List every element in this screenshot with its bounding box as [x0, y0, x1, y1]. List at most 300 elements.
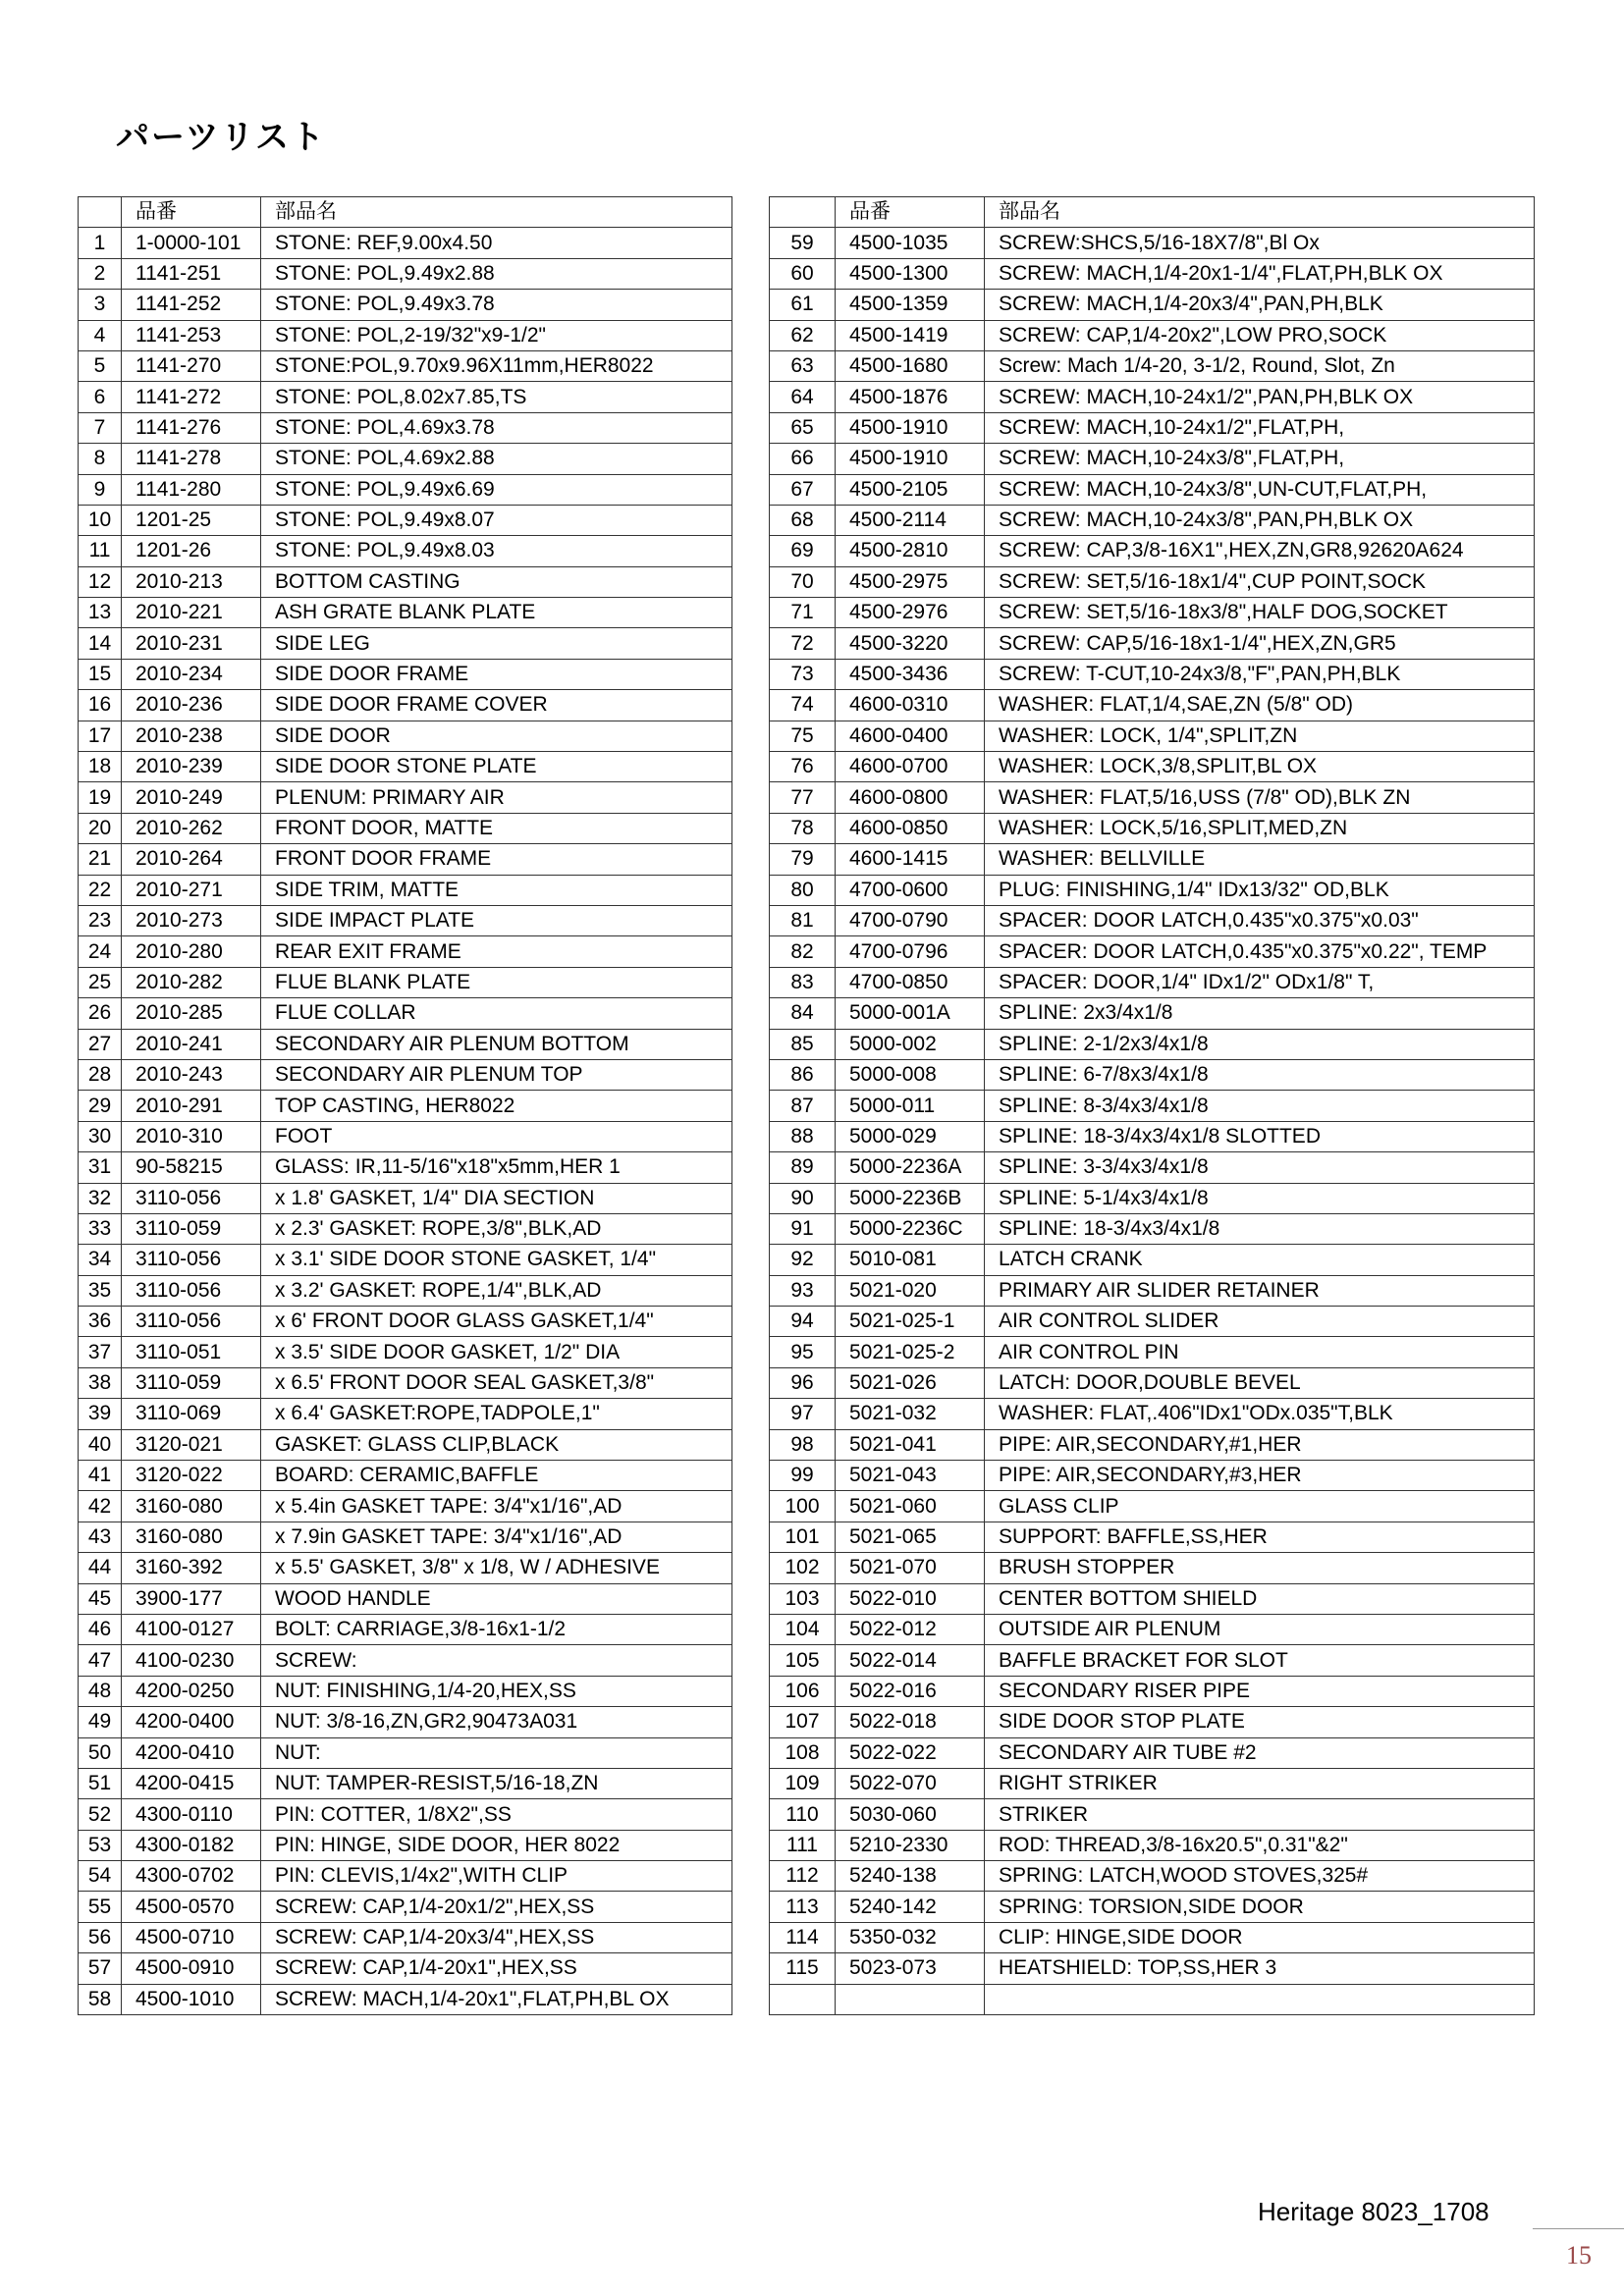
table-row: [79, 1645, 732, 1676]
part-number: 4500-3220: [836, 628, 985, 659]
row-number: 65: [770, 412, 836, 443]
part-name: GLASS: IR,11-5/16"x18"x5mm,HER 1: [261, 1152, 732, 1183]
row-number: 41: [79, 1461, 122, 1491]
part-name: x 5.5' GASKET, 3/8" x 1/8, W / ADHESIVE: [261, 1553, 732, 1583]
row-number: 51: [79, 1768, 122, 1798]
row-number: 106: [770, 1676, 836, 1706]
table-row: [79, 1091, 732, 1121]
row-number: 71: [770, 598, 836, 628]
row-number: 94: [770, 1307, 836, 1337]
part-number: 4200-0400: [122, 1707, 261, 1737]
part-number: 5000-2236C: [836, 1213, 985, 1244]
row-number: 52: [79, 1799, 122, 1830]
table-row: [770, 1892, 1535, 1922]
row-number: 44: [79, 1553, 122, 1583]
row-number: 56: [79, 1922, 122, 1952]
table-row: [79, 1429, 732, 1460]
part-number: 4500-0710: [122, 1922, 261, 1952]
part-number: 5000-011: [836, 1091, 985, 1121]
part-number: 4600-0800: [836, 782, 985, 813]
table-row: [79, 1491, 732, 1522]
row-number: 72: [770, 628, 836, 659]
row-number: 57: [79, 1953, 122, 1984]
table-row: [770, 721, 1535, 751]
part-number: 2010-243: [122, 1059, 261, 1090]
table-row: [770, 1583, 1535, 1614]
part-name: x 7.9in GASKET TAPE: 3/4"x1/16",AD: [261, 1522, 732, 1552]
part-name: STONE: POL,9.49x2.88: [261, 258, 732, 289]
part-name: SCREW: CAP,3/8-16X1",HEX,ZN,GR8,92620A624: [985, 536, 1535, 566]
row-number: 22: [79, 875, 122, 905]
part-name: STONE: POL,2-19/32"x9-1/2": [261, 320, 732, 350]
table-row: [770, 659, 1535, 689]
part-name: x 6' FRONT DOOR GLASS GASKET,1/4": [261, 1307, 732, 1337]
part-number: 4500-1035: [836, 228, 985, 258]
table-row: [770, 1275, 1535, 1306]
part-name: SCREW: MACH,10-24x3/8",PAN,PH,BLK OX: [985, 505, 1535, 535]
row-number: 46: [79, 1614, 122, 1644]
part-name: SCREW: CAP,1/4-20x3/4",HEX,SS: [261, 1922, 732, 1952]
row-number: 43: [79, 1522, 122, 1552]
part-name: SCREW: CAP,1/4-20x2",LOW PRO,SOCK: [985, 320, 1535, 350]
table-row: [770, 1953, 1535, 1984]
part-number: 4500-1359: [836, 290, 985, 320]
part-name: NUT: FINISHING,1/4-20,HEX,SS: [261, 1676, 732, 1706]
table-row: [770, 690, 1535, 721]
part-number: 4500-2114: [836, 505, 985, 535]
table-row: [79, 1553, 732, 1583]
row-number: 104: [770, 1614, 836, 1644]
table-row: [79, 1830, 732, 1860]
part-name: x 3.1' SIDE DOOR STONE GASKET, 1/4": [261, 1245, 732, 1275]
page-number: 15: [1566, 2241, 1592, 2269]
table-row: [79, 1922, 732, 1952]
part-number: 4500-2976: [836, 598, 985, 628]
header-number: [79, 197, 122, 228]
part-number: 5021-041: [836, 1429, 985, 1460]
row-number: 39: [79, 1399, 122, 1429]
part-name: STONE: POL,8.02x7.85,TS: [261, 382, 732, 412]
part-name: SPLINE: 2x3/4x1/8: [985, 998, 1535, 1029]
table-row: [770, 1676, 1535, 1706]
part-number: 5021-043: [836, 1461, 985, 1491]
row-number: 37: [79, 1337, 122, 1367]
part-name: AIR CONTROL PIN: [985, 1337, 1535, 1367]
part-name: SIDE TRIM, MATTE: [261, 875, 732, 905]
part-number: 2010-234: [122, 659, 261, 689]
part-number: 5030-060: [836, 1799, 985, 1830]
table-row: [79, 444, 732, 474]
part-name: WASHER: LOCK,5/16,SPLIT,MED,ZN: [985, 813, 1535, 843]
part-number: 1141-252: [122, 290, 261, 320]
part-number: 2010-249: [122, 782, 261, 813]
part-number: 3110-059: [122, 1213, 261, 1244]
part-name: WASHER: FLAT,1/4,SAE,ZN (5/8" OD): [985, 690, 1535, 721]
part-number: 3110-056: [122, 1245, 261, 1275]
part-number: 2010-282: [122, 967, 261, 997]
part-number: 1141-278: [122, 444, 261, 474]
row-number: 27: [79, 1029, 122, 1059]
table-row: [79, 1059, 732, 1090]
part-name: SCREW: MACH,10-24x1/2",PAN,PH,BLK OX: [985, 382, 1535, 412]
part-name: SCREW: SET,5/16-18x1/4",CUP POINT,SOCK: [985, 566, 1535, 597]
row-number: 12: [79, 566, 122, 597]
part-number: 4500-0570: [122, 1892, 261, 1922]
part-name: STRIKER: [985, 1799, 1535, 1830]
part-number: 2010-262: [122, 813, 261, 843]
part-name: NUT:: [261, 1737, 732, 1768]
part-name: SCREW: CAP,1/4-20x1/2",HEX,SS: [261, 1892, 732, 1922]
part-number: 3110-069: [122, 1399, 261, 1429]
part-name: x 5.4in GASKET TAPE: 3/4"x1/16",AD: [261, 1491, 732, 1522]
row-number: 86: [770, 1059, 836, 1090]
part-name: SCREW: MACH,10-24x3/8",UN-CUT,FLAT,PH,: [985, 474, 1535, 505]
row-number: 83: [770, 967, 836, 997]
part-name: PRIMARY AIR SLIDER RETAINER: [985, 1275, 1535, 1306]
part-number: 3110-056: [122, 1307, 261, 1337]
table-row: [770, 1614, 1535, 1644]
table-row: [770, 1768, 1535, 1798]
part-name: STONE: REF,9.00x4.50: [261, 228, 732, 258]
row-number: 93: [770, 1275, 836, 1306]
part-number: 5021-032: [836, 1399, 985, 1429]
row-number: 58: [79, 1984, 122, 2014]
row-number: 47: [79, 1645, 122, 1676]
table-row: [79, 1768, 732, 1798]
part-name: LATCH CRANK: [985, 1245, 1535, 1275]
header-part-name: 部品名: [261, 197, 732, 228]
part-number: 4700-0790: [836, 905, 985, 935]
row-number: 69: [770, 536, 836, 566]
part-name: SCREW: MACH,10-24x1/2",FLAT,PH,: [985, 412, 1535, 443]
row-number: 49: [79, 1707, 122, 1737]
row-number: 1: [79, 228, 122, 258]
part-number: 4200-0410: [122, 1737, 261, 1768]
table-row: [770, 1861, 1535, 1892]
table-row: [770, 905, 1535, 935]
table-row: [79, 1245, 732, 1275]
row-number: 18: [79, 752, 122, 782]
part-name: BRUSH STOPPER: [985, 1553, 1535, 1583]
part-number: 5022-018: [836, 1707, 985, 1737]
row-number: 81: [770, 905, 836, 935]
part-number: 5021-026: [836, 1367, 985, 1398]
table-row: [770, 350, 1535, 381]
table-row: [770, 320, 1535, 350]
table-row: [79, 1737, 732, 1768]
part-number: 2010-264: [122, 844, 261, 875]
table-row: [79, 1275, 732, 1306]
row-number: 100: [770, 1491, 836, 1522]
table-row: [79, 1399, 732, 1429]
table-row: [79, 1183, 732, 1213]
table-row: [79, 412, 732, 443]
part-number: 5021-025-2: [836, 1337, 985, 1367]
row-number: 110: [770, 1799, 836, 1830]
row-number: 70: [770, 566, 836, 597]
row-number: 26: [79, 998, 122, 1029]
table-row: [79, 875, 732, 905]
part-name: FRONT DOOR FRAME: [261, 844, 732, 875]
table-row: [79, 659, 732, 689]
row-number: 97: [770, 1399, 836, 1429]
row-number: 82: [770, 936, 836, 967]
row-number: 10: [79, 505, 122, 535]
part-name: OUTSIDE AIR PLENUM: [985, 1614, 1535, 1644]
part-number: 4200-0250: [122, 1676, 261, 1706]
table-row: [79, 536, 732, 566]
table-row: [770, 1491, 1535, 1522]
table-row: [79, 290, 732, 320]
part-name: SPLINE: 8-3/4x3/4x1/8: [985, 1091, 1535, 1121]
table-row: [770, 228, 1535, 258]
part-name: LATCH: DOOR,DOUBLE BEVEL: [985, 1367, 1535, 1398]
row-number: 108: [770, 1737, 836, 1768]
part-name: GLASS CLIP: [985, 1491, 1535, 1522]
table-row: [770, 967, 1535, 997]
part-number: 2010-239: [122, 752, 261, 782]
row-number: 31: [79, 1152, 122, 1183]
part-number: 5021-060: [836, 1491, 985, 1522]
part-name: WASHER: FLAT,5/16,USS (7/8" OD),BLK ZN: [985, 782, 1535, 813]
part-number: 1-0000-101: [122, 228, 261, 258]
table-row: [770, 1337, 1535, 1367]
table-row: [79, 1984, 732, 2014]
row-number: 73: [770, 659, 836, 689]
table-row: [770, 813, 1535, 843]
row-number: 45: [79, 1583, 122, 1614]
table-row: [79, 782, 732, 813]
part-number: 4500-0910: [122, 1953, 261, 1984]
table-row: [770, 998, 1535, 1029]
row-number: 102: [770, 1553, 836, 1583]
row-number: 115: [770, 1953, 836, 1984]
table-row: [79, 690, 732, 721]
part-name: ROD: THREAD,3/8-16x20.5",0.31"&2": [985, 1830, 1535, 1860]
part-number: 5022-022: [836, 1737, 985, 1768]
row-number: 34: [79, 1245, 122, 1275]
table-row: [79, 628, 732, 659]
table-row: [79, 813, 732, 843]
row-number: 99: [770, 1461, 836, 1491]
part-number: 1141-251: [122, 258, 261, 289]
part-number: 4300-0702: [122, 1861, 261, 1892]
part-number: 3110-059: [122, 1367, 261, 1398]
table-row: [79, 905, 732, 935]
table-row: [770, 1183, 1535, 1213]
part-name: CENTER BOTTOM SHIELD: [985, 1583, 1535, 1614]
part-name: SCREW:SHCS,5/16-18X7/8",Bl Ox: [985, 228, 1535, 258]
table-row: [770, 1152, 1535, 1183]
row-number: 29: [79, 1091, 122, 1121]
table-header-row: [79, 197, 732, 228]
part-name: SUPPORT: BAFFLE,SS,HER: [985, 1522, 1535, 1552]
table-row: [79, 258, 732, 289]
part-name: Screw: Mach 1/4-20, 3-1/2, Round, Slot, Zn: [985, 350, 1535, 381]
row-number: 17: [79, 721, 122, 751]
row-number: 32: [79, 1183, 122, 1213]
part-name: STONE: POL,9.49x6.69: [261, 474, 732, 505]
part-number: 4600-0310: [836, 690, 985, 721]
part-name: SPLINE: 3-3/4x3/4x1/8: [985, 1152, 1535, 1183]
part-number: 2010-231: [122, 628, 261, 659]
part-name: SCREW: MACH,1/4-20x3/4",PAN,PH,BLK: [985, 290, 1535, 320]
table-row: [79, 505, 732, 535]
part-number: 2010-236: [122, 690, 261, 721]
part-name: FLUE BLANK PLATE: [261, 967, 732, 997]
part-number: 2010-213: [122, 566, 261, 597]
table-row: [770, 1707, 1535, 1737]
table-row: [79, 1367, 732, 1398]
part-name: FOOT: [261, 1121, 732, 1151]
row-number: 89: [770, 1152, 836, 1183]
part-number: 4600-0400: [836, 721, 985, 751]
row-number: 59: [770, 228, 836, 258]
part-name: STONE: POL,9.49x8.07: [261, 505, 732, 535]
table-row: [79, 1522, 732, 1552]
part-number: 2010-271: [122, 875, 261, 905]
table-row: [79, 752, 732, 782]
part-name: [985, 1984, 1535, 2014]
table-row: [770, 382, 1535, 412]
part-name: SCREW:: [261, 1645, 732, 1676]
table-row: [770, 290, 1535, 320]
part-name: RIGHT STRIKER: [985, 1768, 1535, 1798]
part-name: BAFFLE BRACKET FOR SLOT: [985, 1645, 1535, 1676]
part-name: ASH GRATE BLANK PLATE: [261, 598, 732, 628]
part-name: SECONDARY RISER PIPE: [985, 1676, 1535, 1706]
table-row: [79, 566, 732, 597]
part-number: 2010-291: [122, 1091, 261, 1121]
table-row: [79, 1892, 732, 1922]
footer-divider: [1533, 2228, 1624, 2229]
part-name: x 1.8' GASKET, 1/4" DIA SECTION: [261, 1183, 732, 1213]
row-number: 62: [770, 320, 836, 350]
part-name: x 3.5' SIDE DOOR GASKET, 1/2" DIA: [261, 1337, 732, 1367]
part-name: SPLINE: 5-1/4x3/4x1/8: [985, 1183, 1535, 1213]
part-name: PLUG: FINISHING,1/4" IDx13/32" OD,BLK: [985, 875, 1535, 905]
table-row: [79, 228, 732, 258]
row-number: 85: [770, 1029, 836, 1059]
part-name: SPLINE: 18-3/4x3/4x1/8 SLOTTED: [985, 1121, 1535, 1151]
header-number: [770, 197, 836, 228]
part-name: x 6.4' GASKET:ROPE,TADPOLE,1": [261, 1399, 732, 1429]
model-label: Heritage 8023_1708: [1258, 2197, 1489, 2226]
table-row: [770, 444, 1535, 474]
part-number: 5022-010: [836, 1583, 985, 1614]
part-name: BOTTOM CASTING: [261, 566, 732, 597]
row-number: 78: [770, 813, 836, 843]
part-number: 1201-26: [122, 536, 261, 566]
part-number: 3160-080: [122, 1491, 261, 1522]
part-name: SCREW: MACH,1/4-20x1-1/4",FLAT,PH,BLK OX: [985, 258, 1535, 289]
row-number: 5: [79, 350, 122, 381]
table-row: [79, 1676, 732, 1706]
row-number: 2: [79, 258, 122, 289]
row-number: 66: [770, 444, 836, 474]
row-number: 40: [79, 1429, 122, 1460]
table-row: [79, 1461, 732, 1491]
row-number: 60: [770, 258, 836, 289]
table-row: [770, 1922, 1535, 1952]
table-row: [770, 1367, 1535, 1398]
part-number: 3160-392: [122, 1553, 261, 1583]
header-part-name: 部品名: [985, 197, 1535, 228]
part-name: WASHER: LOCK,3/8,SPLIT,BL OX: [985, 752, 1535, 782]
table-row: [770, 875, 1535, 905]
row-number: 105: [770, 1645, 836, 1676]
part-number: 5000-001A: [836, 998, 985, 1029]
table-row: [770, 752, 1535, 782]
part-name: FLUE COLLAR: [261, 998, 732, 1029]
row-number: 23: [79, 905, 122, 935]
part-number: 4700-0600: [836, 875, 985, 905]
part-number: 5000-008: [836, 1059, 985, 1090]
part-number: 3160-080: [122, 1522, 261, 1552]
table-row: [79, 1152, 732, 1183]
parts-table-left: [78, 196, 732, 2015]
table-row: [770, 782, 1535, 813]
row-number: 28: [79, 1059, 122, 1090]
table-row: [79, 1799, 732, 1830]
table-row: [79, 936, 732, 967]
table-row: [79, 598, 732, 628]
part-number: 4500-2810: [836, 536, 985, 566]
table-row: [79, 350, 732, 381]
table-row: [79, 382, 732, 412]
part-name: WASHER: BELLVILLE: [985, 844, 1535, 875]
row-number: 9: [79, 474, 122, 505]
part-number: 5021-020: [836, 1275, 985, 1306]
row-number: 20: [79, 813, 122, 843]
part-number: 3110-056: [122, 1183, 261, 1213]
row-number: 80: [770, 875, 836, 905]
row-number: 15: [79, 659, 122, 689]
part-name: REAR EXIT FRAME: [261, 936, 732, 967]
part-name: AIR CONTROL SLIDER: [985, 1307, 1535, 1337]
table-row: [770, 412, 1535, 443]
part-name: SIDE DOOR STOP PLATE: [985, 1707, 1535, 1737]
part-number: 1141-280: [122, 474, 261, 505]
part-name: NUT: TAMPER-RESIST,5/16-18,ZN: [261, 1768, 732, 1798]
table-row: [770, 1213, 1535, 1244]
part-name: WOOD HANDLE: [261, 1583, 732, 1614]
row-number: 95: [770, 1337, 836, 1367]
row-number: 6: [79, 382, 122, 412]
row-number: 4: [79, 320, 122, 350]
part-name: WASHER: LOCK, 1/4",SPLIT,ZN: [985, 721, 1535, 751]
row-number: 98: [770, 1429, 836, 1460]
part-name: HEATSHIELD: TOP,SS,HER 3: [985, 1953, 1535, 1984]
table-row: [770, 1245, 1535, 1275]
part-name: SPLINE: 6-7/8x3/4x1/8: [985, 1059, 1535, 1090]
row-number: 16: [79, 690, 122, 721]
row-number: 48: [79, 1676, 122, 1706]
row-number: 64: [770, 382, 836, 412]
part-name: SPLINE: 18-3/4x3/4x1/8: [985, 1213, 1535, 1244]
row-number: 79: [770, 844, 836, 875]
part-number: 3900-177: [122, 1583, 261, 1614]
part-name: x 2.3' GASKET: ROPE,3/8",BLK,AD: [261, 1213, 732, 1244]
part-name: PIPE: AIR,SECONDARY,#3,HER: [985, 1461, 1535, 1491]
part-number: 4200-0415: [122, 1768, 261, 1798]
table-row: [770, 1553, 1535, 1583]
row-number: 103: [770, 1583, 836, 1614]
row-number: 25: [79, 967, 122, 997]
part-number: 5000-2236A: [836, 1152, 985, 1183]
table-row: [770, 474, 1535, 505]
table-row: [770, 258, 1535, 289]
